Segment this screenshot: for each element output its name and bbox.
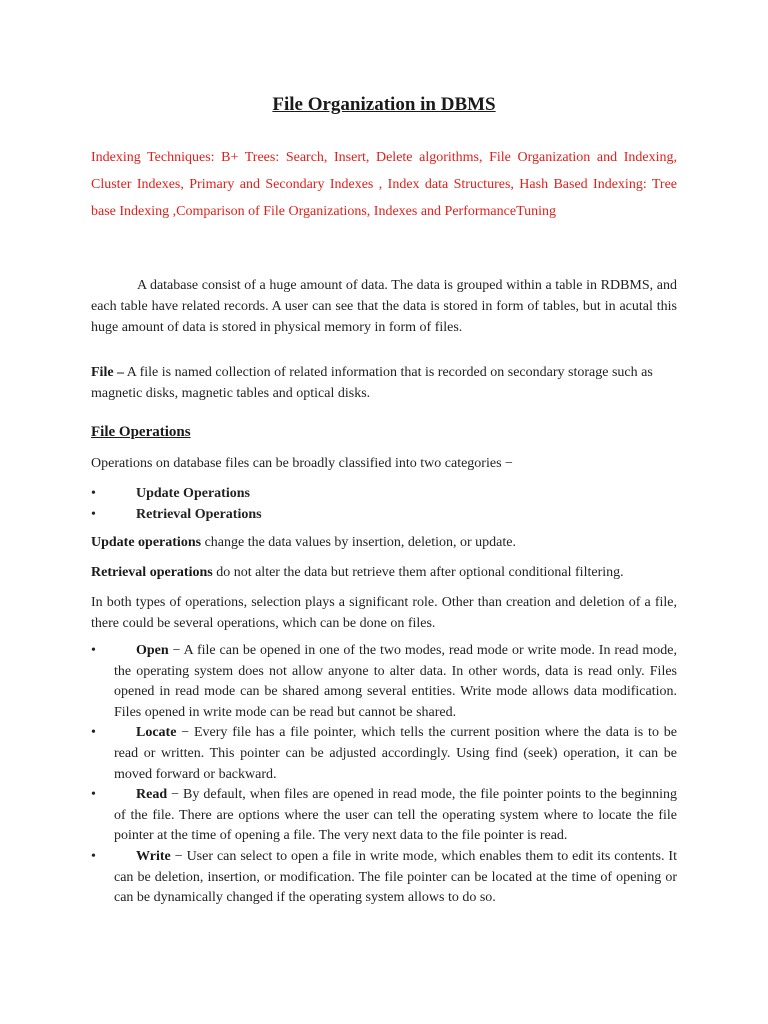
retrieval-term: Retrieval operations xyxy=(91,565,213,580)
page-title: File Organization in DBMS xyxy=(272,94,496,115)
bullet-icon: • xyxy=(91,486,96,501)
update-operations-paragraph xyxy=(91,532,677,553)
file-definition xyxy=(91,362,677,404)
list-item xyxy=(91,504,677,525)
list-item xyxy=(91,483,677,504)
operation-text: − By default, when files are opened in read mode, the file pointer points to the beginning of the file. There are options where the user can tell the operating system where to locate the file pointer at the time of opening a file. The very next data to the file pointer is read. xyxy=(114,787,677,844)
operation-term: Write xyxy=(136,848,171,864)
operations-intro: Operations on database files can be broadly classified into two categories − xyxy=(91,456,513,471)
list-item xyxy=(91,785,677,847)
bullet-icon: • xyxy=(91,725,96,741)
operation-term: Read xyxy=(136,787,168,803)
file-operations-heading: File Operations xyxy=(91,424,191,440)
file-operations-list xyxy=(91,641,677,909)
update-term: Update operations xyxy=(91,535,202,550)
list-item xyxy=(91,723,677,785)
list-item xyxy=(91,641,677,723)
bullet-icon: • xyxy=(91,643,96,658)
list-item xyxy=(91,847,677,909)
operation-text: − User can select to open a file in write mode, which enables them to edit its contents. It can be deletion, insertion, or modification. The file pointer can be located at the time of opening or can be dynamically changed if the operating system allows to do so. xyxy=(114,848,677,906)
operation-text: − Every file has a file pointer, which tells the current position where the data is to be read or written. This pointer can be adjusted accordingly. Using find (seek) operation, it can be moved forward or backward. xyxy=(114,725,677,782)
syllabus-topics: Indexing Techniques: B+ Trees: Search, Insert, Delete algorithms, File Organization and Indexing, Cluster Indexes, Primary and Secondary Indexes , Index data Structures, Hash Based Indexing: Tree base Indexing ,Comparison of File Organizations, Indexes and PerformanceTuning xyxy=(91,150,677,219)
file-definition-text: A file is named collection of related information that is recorded on secondary storage such as magnetic disks, magnetic tables and optical disks. xyxy=(91,365,653,401)
operation-categories-list xyxy=(91,483,677,525)
bullet-icon: • xyxy=(91,787,96,803)
bullet-icon: • xyxy=(91,507,96,522)
retrieval-text: do not alter the data but retrieve them after optional conditional filtering. xyxy=(212,565,624,580)
operation-term: Locate xyxy=(136,725,177,741)
file-term: File – xyxy=(91,365,125,380)
bullet-icon: • xyxy=(91,848,96,864)
intro-paragraph: A database consist of a huge amount of data. The data is grouped within a table in RDBMS, and each table have related records. A user can see that the data is stored in form of tables, but in acutal this huge amount of data is stored in physical memory in form of files. xyxy=(91,278,677,335)
update-text: change the data values by insertion, deletion, or update. xyxy=(201,535,516,550)
operation-text: − A file can be opened in one of the two modes, read mode or write mode. In read mode, the operating system does not allow anyone to alter data. In other words, data is read only. Files opened in read mode can be shared among several entities. Write mode allows data modification. Files opened in write mode can be read but cannot be shared. xyxy=(114,643,677,720)
category-label: Retrieval Operations xyxy=(136,507,262,522)
both-types-paragraph: In both types of operations, selection plays a significant role. Other than creation and deletion of a file, there could be several operations, which can be done on files. xyxy=(91,595,677,631)
retrieval-operations-paragraph xyxy=(91,562,677,583)
category-label: Update Operations xyxy=(136,486,250,501)
operation-term: Open xyxy=(136,643,169,658)
